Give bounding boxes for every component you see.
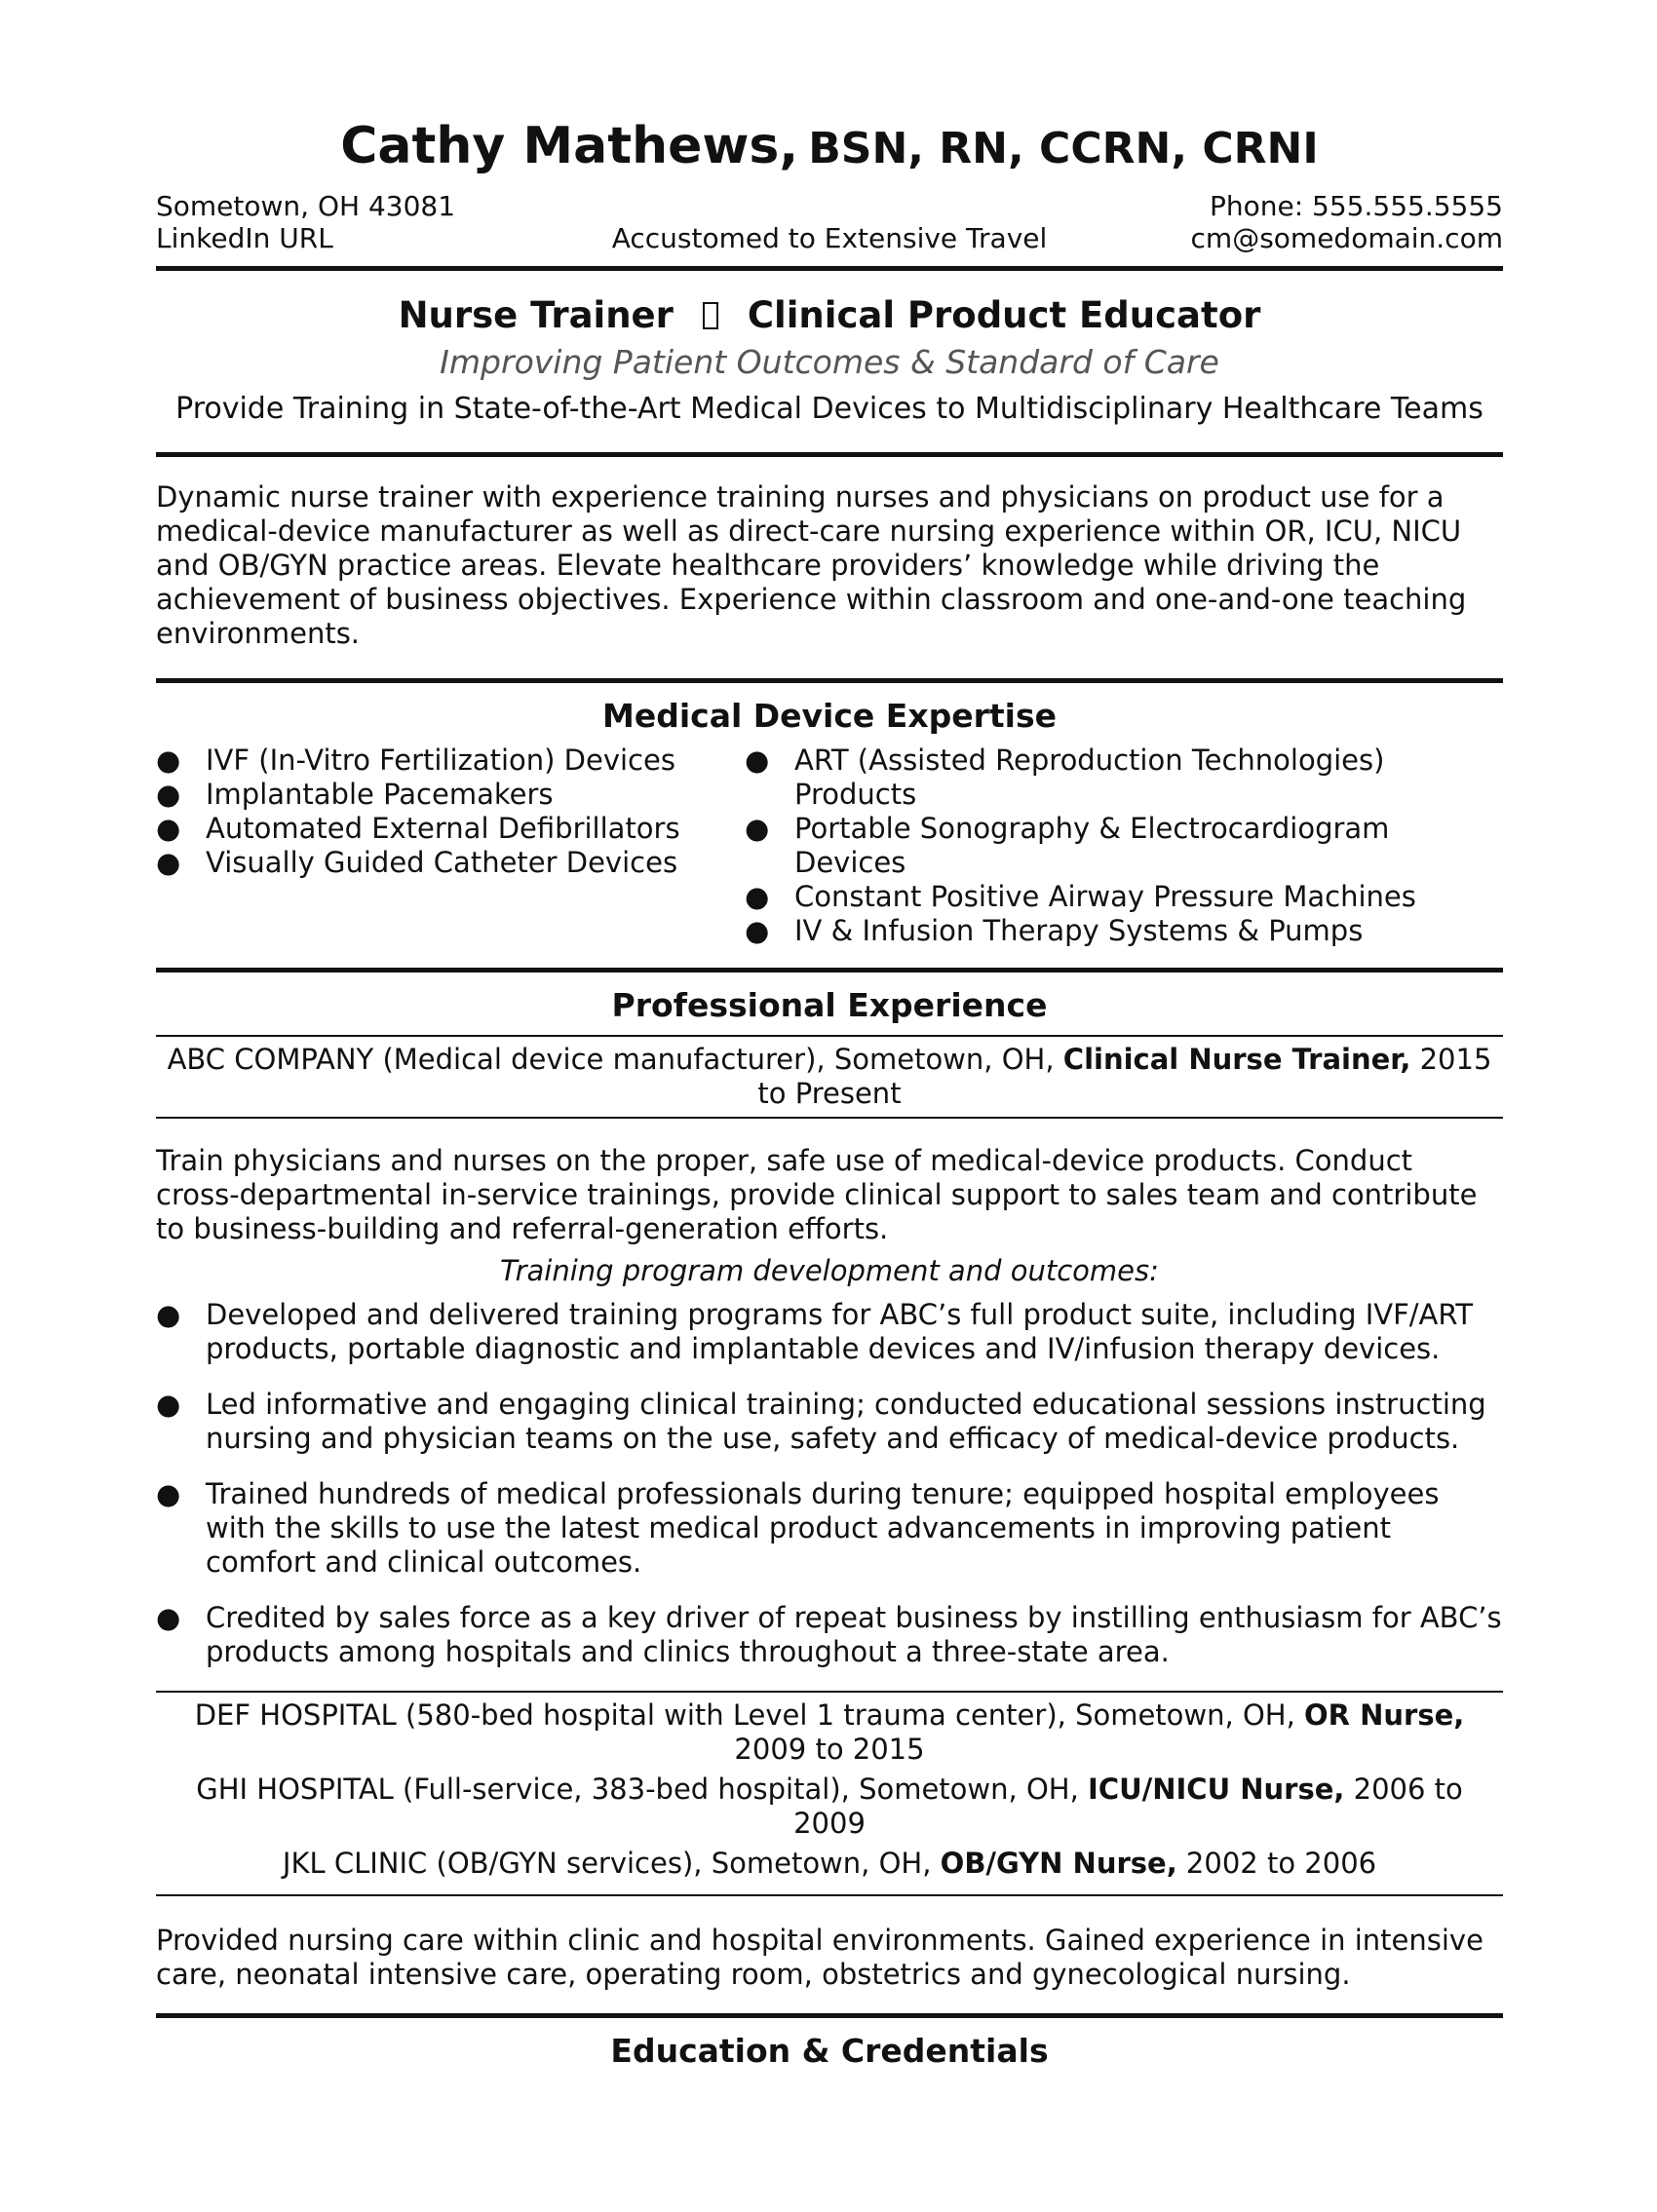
- travel-note: Accustomed to Extensive Travel: [611, 222, 1048, 254]
- contact-right: [1047, 190, 1503, 254]
- expertise-list: [156, 744, 1503, 948]
- job-header-def: DEF HOSPITAL (580-bed hospital with Level 1 trauma center), Sometown, OH, OR Nurse, 2009 to 2015: [194, 1698, 1465, 1766]
- bullet-icon: ●: [745, 880, 770, 913]
- job-header-jkl: JKL CLINIC (OB/GYN services), Sometown, OH, OB/GYN Nurse, 2002 to 2006: [282, 1847, 1377, 1880]
- bullet-icon: ●: [156, 1298, 181, 1331]
- expertise-column-right: [745, 744, 1503, 948]
- bullet-icon: ●: [745, 812, 770, 845]
- divider: [156, 968, 1503, 973]
- divider: [156, 266, 1503, 271]
- expertise-column-left: [156, 744, 745, 948]
- job-header-ghi: GHI HOSPITAL (Full-service, 383-bed hospital), Sometown, OH, ICU/NICU Nurse, 2006 to 2009: [196, 1773, 1463, 1840]
- list-item: ● Developed and delivered training programs for ABC’s full product suite, including IVF/ART products, portable diagnostic and implantable devices and IV/infusion therapy devices.: [156, 1298, 1474, 1365]
- job-role: OB/GYN Nurse,: [940, 1847, 1177, 1880]
- section-title-experience: Professional Experience: [611, 986, 1048, 1024]
- list-item: ● Visually Guided Catheter Devices: [156, 846, 678, 879]
- separator-glyph-icon: [703, 302, 718, 329]
- bullet-icon: ●: [745, 744, 770, 777]
- divider: [156, 1894, 1503, 1896]
- list-item: ● Automated External Defibrillators: [156, 812, 680, 845]
- list-item: ● Implantable Pacemakers: [156, 778, 554, 811]
- job-header-abc: ABC COMPANY (Medical device manufacturer), Sometown, OH, Clinical Nurse Trainer, 2015 to Present: [167, 1043, 1492, 1110]
- job-role: ICU/NICU Nurse,: [1088, 1773, 1345, 1806]
- tagline: Improving Patient Outcomes & Standard of Care: [440, 343, 1219, 381]
- section-title-education: Education & Credentials: [610, 2032, 1049, 2070]
- bullet-icon: ●: [156, 1477, 181, 1510]
- divider: [156, 2013, 1503, 2018]
- contact-left: [156, 190, 612, 254]
- job-role: Clinical Nurse Trainer,: [1062, 1043, 1411, 1076]
- list-item: ● IVF (In-Vitro Fertilization) Devices: [156, 744, 675, 777]
- phone: Phone: 555.555.5555: [1209, 190, 1503, 222]
- list-item: ● ART (Assisted Reproduction Technologies) Products: [745, 744, 1385, 811]
- location: Sometown, OH 43081: [156, 190, 456, 222]
- bullet-icon: ●: [156, 812, 181, 845]
- headline-title-right: Clinical Product Educator: [747, 294, 1261, 336]
- divider: [156, 1117, 1503, 1119]
- bullet-icon: ●: [156, 744, 181, 777]
- bullet-icon: ●: [156, 1601, 181, 1634]
- bullet-icon: ●: [745, 914, 770, 947]
- credentials-text: BSN, RN, CCRN, CRNI: [808, 124, 1319, 173]
- bullet-icon: ●: [156, 778, 181, 811]
- resume-content: [156, 115, 1503, 2079]
- list-item: ● IV & Infusion Therapy Systems & Pumps: [745, 914, 1364, 947]
- name-text: Cathy Mathews,: [340, 117, 799, 175]
- headline: [156, 294, 1503, 337]
- divider: [156, 678, 1503, 683]
- prior-jobs-description: Provided nursing care within clinic and hospital environments. Gained experience in intensive care, neonatal intensive care, operating room, obstetrics and gynecological nursing.: [156, 1924, 1484, 1991]
- linkedin-link[interactable]: LinkedIn URL: [156, 222, 333, 254]
- email-link[interactable]: cm@somedomain.com: [1190, 222, 1503, 254]
- list-item: ● Credited by sales force as a key driver of repeat business by instilling enthusiasm for ABC’s products among hospitals and clinics throughout a three-state area.: [156, 1601, 1502, 1668]
- list-item: ● Portable Sonography & Electrocardiogram Devices: [745, 812, 1390, 879]
- candidate-name: [156, 115, 1503, 184]
- bullet-icon: ●: [156, 1388, 181, 1421]
- achievements-list: [156, 1298, 1503, 1669]
- subtagline: Provide Training in State-of-the-Art Medical Devices to Multidisciplinary Healthcare Teams: [175, 392, 1484, 426]
- job-role: OR Nurse,: [1304, 1698, 1465, 1732]
- summary-paragraph: Dynamic nurse trainer with experience training nurses and physicians on product use for a medical-device manufacturer as well as direct-care nursing experience within OR, ICU, NICU and OB/GYN practice areas. Elevate healthcare providers’ knowledge while driving the achievement of business objectives. Experience within classroom and one-and-one teaching environments.: [156, 480, 1467, 650]
- headline-title-left: Nurse Trainer: [398, 294, 674, 336]
- contact-block: [156, 190, 1503, 254]
- list-item: ● Constant Positive Airway Pressure Machines: [745, 880, 1416, 913]
- achievements-subhead: Training program development and outcomes:: [500, 1254, 1159, 1287]
- job-description: Train physicians and nurses on the proper, safe use of medical-device products. Conduct cross-departmental in-service trainings, provide clinical support to sales team and contribute to business-building and referral-generation efforts.: [156, 1144, 1478, 1245]
- bullet-icon: ●: [156, 846, 181, 879]
- list-item: ● Led informative and engaging clinical training; conducted educational sessions instructing nursing and physician teams on the use, safety and efficacy of medical-device products.: [156, 1388, 1486, 1455]
- divider: [156, 452, 1503, 457]
- prior-jobs: [156, 1693, 1503, 1894]
- section-title-expertise: Medical Device Expertise: [601, 697, 1058, 735]
- list-item: ● Trained hundreds of medical professionals during tenure; equipped hospital employees with the skills to use the latest medical product advancements in improving patient comfort and clinical outcomes.: [156, 1477, 1440, 1579]
